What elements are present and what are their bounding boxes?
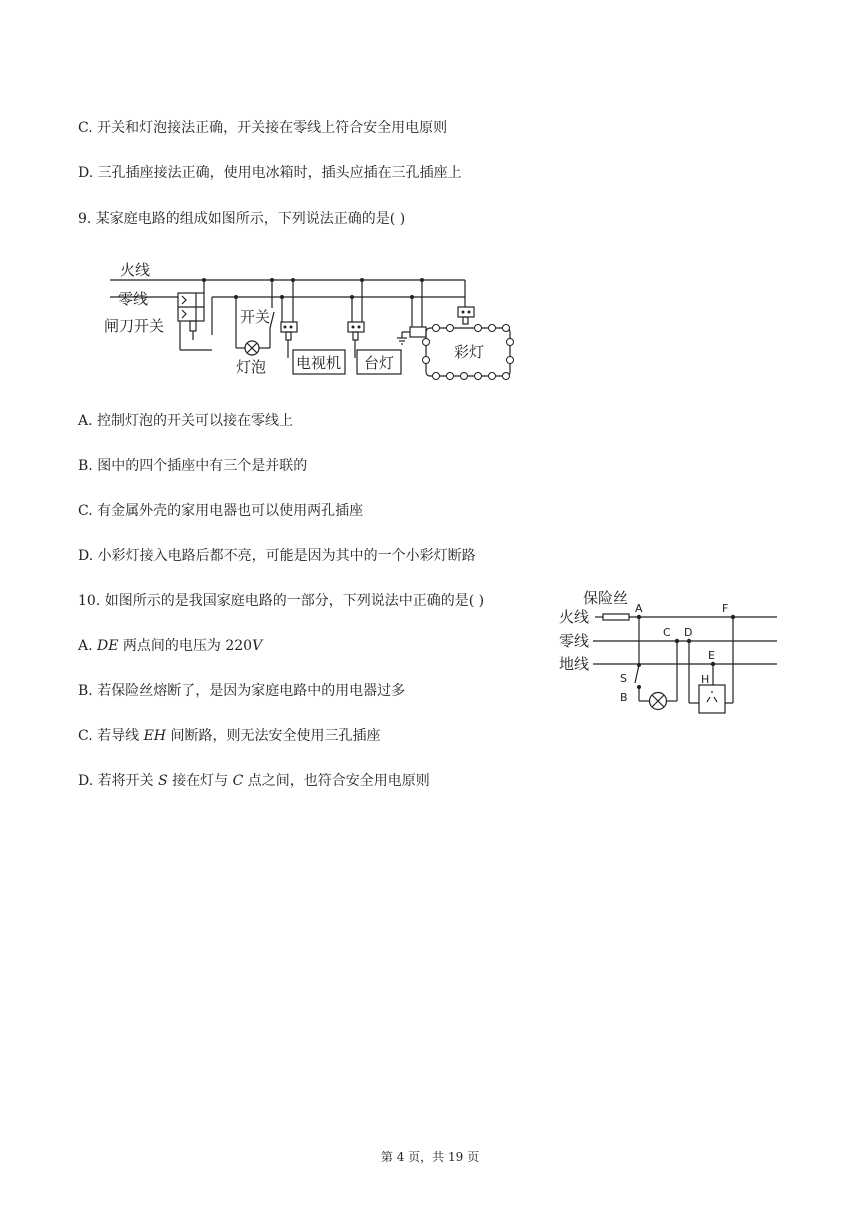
q9-desk-lamp-label: 台灯	[364, 354, 395, 372]
q10-option-b: B. 若保险丝熔断了，是因为家庭电路中的用电器过多	[78, 683, 406, 699]
q8-option-d: D. 三孔插座接法正确，使用电冰箱时，插头应插在三孔插座上	[78, 165, 462, 181]
q9-switch-label: 开关	[240, 308, 271, 326]
q9-knife-switch-label: 闸刀开关	[104, 317, 165, 335]
q8-option-c: C. 开关和灯泡接法正确，开关接在零线上符合安全用电原则	[78, 120, 448, 136]
q9-tv-label: 电视机	[296, 354, 342, 372]
q10-point-a: A	[635, 602, 643, 615]
page-footer: 第 4 页，共 19 页	[380, 1150, 480, 1164]
q9-string-lights-label: 彩灯	[454, 343, 485, 361]
q10-point-f: F	[722, 602, 729, 615]
q10-option-c: C. 若导线 EH 间断路，则无法安全使用三孔插座	[78, 728, 381, 744]
q10-option-d: D. 若将开关 S 接在灯与 C 点之间，也符合安全用电原则	[78, 773, 430, 789]
q10-circuit-figure	[555, 585, 785, 715]
q10-stem: 10. 如图所示的是我国家庭电路的一部分，下列说法中正确的是( )	[78, 593, 485, 609]
q9-option-c: C. 有金属外壳的家用电器也可以使用两孔插座	[78, 503, 364, 519]
q10-option-a: A. DE 两点间的电压为 220V	[78, 638, 263, 654]
q10-neutral-wire-label: 零线	[559, 632, 590, 650]
q10-point-c: C	[663, 626, 671, 639]
q10-fuse-label: 保险丝	[583, 589, 629, 607]
q9-circuit-figure	[100, 250, 530, 380]
q10-live-wire-label: 火线	[559, 608, 590, 626]
q10-point-d: D	[684, 626, 693, 639]
q9-option-b: B. 图中的四个插座中有三个是并联的	[78, 458, 308, 474]
q9-neutral-wire-label: 零线	[118, 290, 149, 308]
q10-point-e: E	[708, 649, 715, 662]
q9-bulb-label: 灯泡	[236, 358, 267, 376]
q9-option-d: D. 小彩灯接入电路后都不亮，可能是因为其中的一个小彩灯断路	[78, 548, 476, 564]
q9-option-a: A. 控制灯泡的开关可以接在零线上	[78, 413, 294, 429]
q9-stem: 9. 某家庭电路的组成如图所示，下列说法正确的是( )	[78, 211, 406, 227]
q9-live-wire-label: 火线	[120, 261, 151, 279]
q10-point-h: H	[701, 673, 710, 686]
q10-point-b: B	[620, 691, 628, 704]
q10-ground-wire-label: 地线	[559, 655, 590, 673]
q10-switch-s: S	[620, 672, 627, 685]
